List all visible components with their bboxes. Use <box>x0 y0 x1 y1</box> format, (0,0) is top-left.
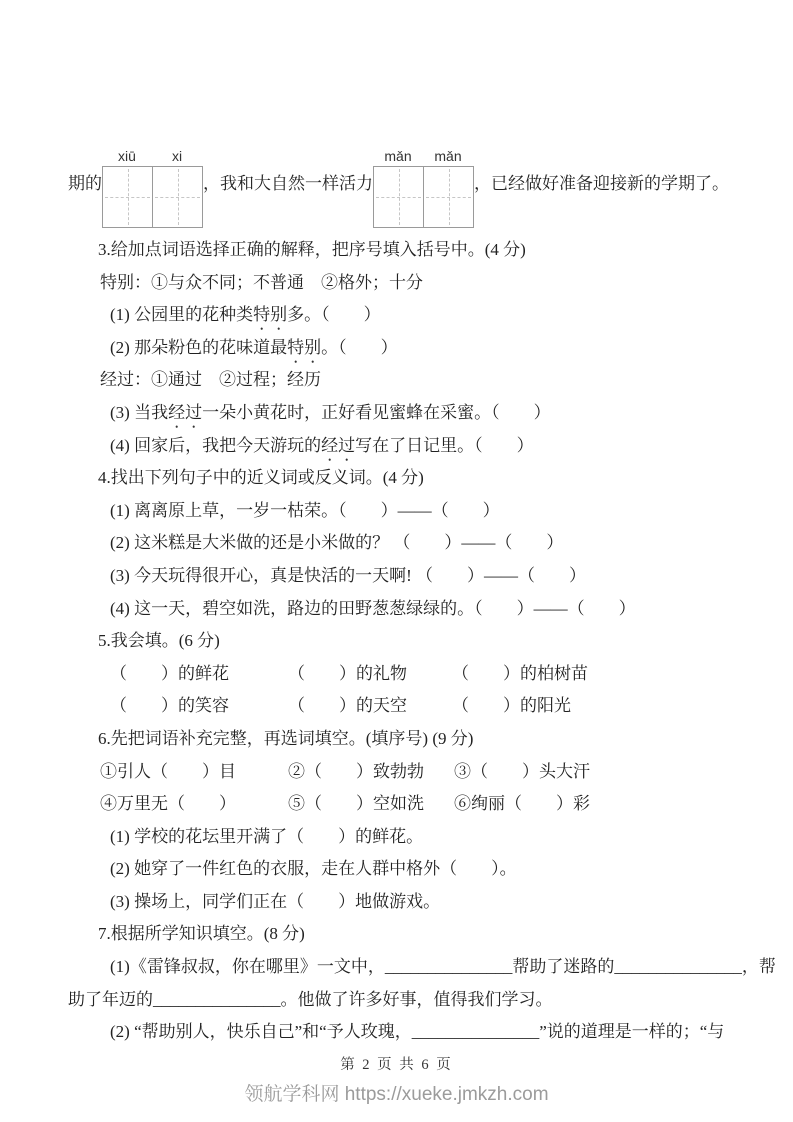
text-segment: 一朵小黄花时，正好看见蜜蜂在采蜜。（ ） <box>202 402 551 422</box>
fill-blank-phrase: （ ）的阳光 <box>452 696 571 716</box>
fill-blank-phrase: （ ）的柏树苗 <box>452 663 588 683</box>
q6-item-1: (1) 学校的花坛里开满了（ ）的鲜花。 <box>110 826 424 846</box>
q6-words-row-2 <box>68 788 744 821</box>
question-6-title: 6.先把词语补充完整，再选词填空。(填序号) (9 分) <box>98 728 474 748</box>
grid-cell <box>423 166 474 228</box>
emphasized-word: 特别 <box>287 337 322 357</box>
q3-item-4 <box>68 430 744 463</box>
idiom-blank: ②（ ）致勃勃 <box>288 761 424 781</box>
q4-item-3: (3) 今天玩得很开心，真是快活的一天啊! （ ）——（ ） <box>110 565 586 585</box>
idiom-blank: ③（ ）头大汗 <box>454 761 590 781</box>
q2-sentence-with-writing-grids <box>68 142 744 234</box>
q6-words-row-1 <box>68 756 744 789</box>
idiom-blank: ⑤（ ）空如洗 <box>288 794 424 814</box>
q7-item-2: (2) “帮助别人，快乐自己”和“予人玫瑰，_______________”说的道理是一样的；“与 <box>110 1022 725 1042</box>
fill-blank-phrase: （ ）的天空 <box>288 696 407 716</box>
q4-item-4: (4) 这一天，碧空如洗，路边的田野葱葱绿绿的。（ ）——（ ） <box>110 598 636 618</box>
text-segment: ，已经做好准备迎接新的学期了。 <box>474 174 729 193</box>
text-segment: 写在了日记里。（ ） <box>355 435 534 455</box>
text-segment: ，我和大自然一样活力 <box>203 174 373 193</box>
pinyin-label: xiū <box>118 148 136 164</box>
grid-cells <box>102 166 203 228</box>
exam-content <box>68 142 776 1049</box>
q7-item-1-line-2: 助了年迈的_______________。他做了许多好事，值得我们学习。 <box>68 989 553 1009</box>
grid-cell <box>373 166 424 228</box>
pinyin-labels <box>373 142 474 166</box>
pinyin-labels <box>102 142 203 166</box>
q7-item-1-line-1: (1)《雷锋叔叔，你在哪里》一文中，_______________帮助了迷路的_______________，帮 <box>110 957 776 977</box>
text-segment: (1) 公园里的花种类 <box>110 305 254 325</box>
idiom-blank: ④万里无（ ） <box>100 794 236 814</box>
emphasized-word: 经过 <box>168 402 203 422</box>
text-segment: (2) 那朵粉色的花味道最 <box>110 337 288 357</box>
question-5-title: 5.我会填。(6 分) <box>98 631 220 651</box>
emphasized-word: 经过 <box>321 435 356 455</box>
footer-site-watermark: 领航学科网 https://xueke.jmkzh.com <box>244 1084 549 1105</box>
q6-item-3: (3) 操场上，同学们正在（ ）地做游戏。 <box>110 891 441 911</box>
q5-row-2 <box>68 690 744 723</box>
q5-row-1 <box>68 658 744 691</box>
text-segment: (4) 回家后，我把今天游玩的 <box>110 435 322 455</box>
pinyin-label: mǎn <box>384 148 412 164</box>
pinyin-label: mǎn <box>434 148 462 164</box>
grid-cell <box>102 166 153 228</box>
text-segment: 多。（ ） <box>287 305 381 325</box>
question-4-title: 4.找出下列句子中的近义词或反义词。(4 分) <box>98 468 424 488</box>
writing-grid-xiu-xi <box>102 142 203 228</box>
q3-item-1 <box>68 299 744 332</box>
q3-item-3 <box>68 397 744 430</box>
q3-item-2 <box>68 332 744 365</box>
question-7-title: 7.根据所学知识填空。(8 分) <box>98 924 305 944</box>
text-segment: 。（ ） <box>321 337 398 357</box>
fill-blank-phrase: （ ）的礼物 <box>288 663 407 683</box>
footer-page-number: 第 2 页 共 6 页 <box>340 1057 453 1073</box>
idiom-blank: ⑥绚丽（ ）彩 <box>454 794 590 814</box>
grid-cell <box>152 166 203 228</box>
text-segment: (3) 当我 <box>110 402 169 422</box>
fill-blank-phrase: （ ）的鲜花 <box>110 663 229 683</box>
q6-item-2: (2) 她穿了一件红色的衣服，走在人群中格外（ ）。 <box>110 859 517 879</box>
pinyin-label: xi <box>171 148 183 164</box>
q3-definition-jingguo: 经过：①通过 ②过程；经历 <box>100 370 321 390</box>
q4-item-2: (2) 这米糕是大米做的还是小米做的？ （ ）——（ ） <box>110 533 564 553</box>
text-segment: 期的 <box>68 174 102 193</box>
q4-item-1: (1) 离离原上草，一岁一枯荣。（ ）——（ ） <box>110 500 500 520</box>
q3-definition-tebie: 特别：①与众不同；不普通 ②格外；十分 <box>100 272 423 292</box>
grid-cells <box>373 166 474 228</box>
question-3-title: 3.给加点词语选择正确的解释，把序号填入括号中。(4 分) <box>98 240 526 259</box>
idiom-blank: ①引人（ ）目 <box>100 761 236 781</box>
fill-blank-phrase: （ ）的笑容 <box>110 696 229 716</box>
writing-grid-man-man <box>373 142 474 228</box>
emphasized-word: 特别 <box>253 305 288 325</box>
